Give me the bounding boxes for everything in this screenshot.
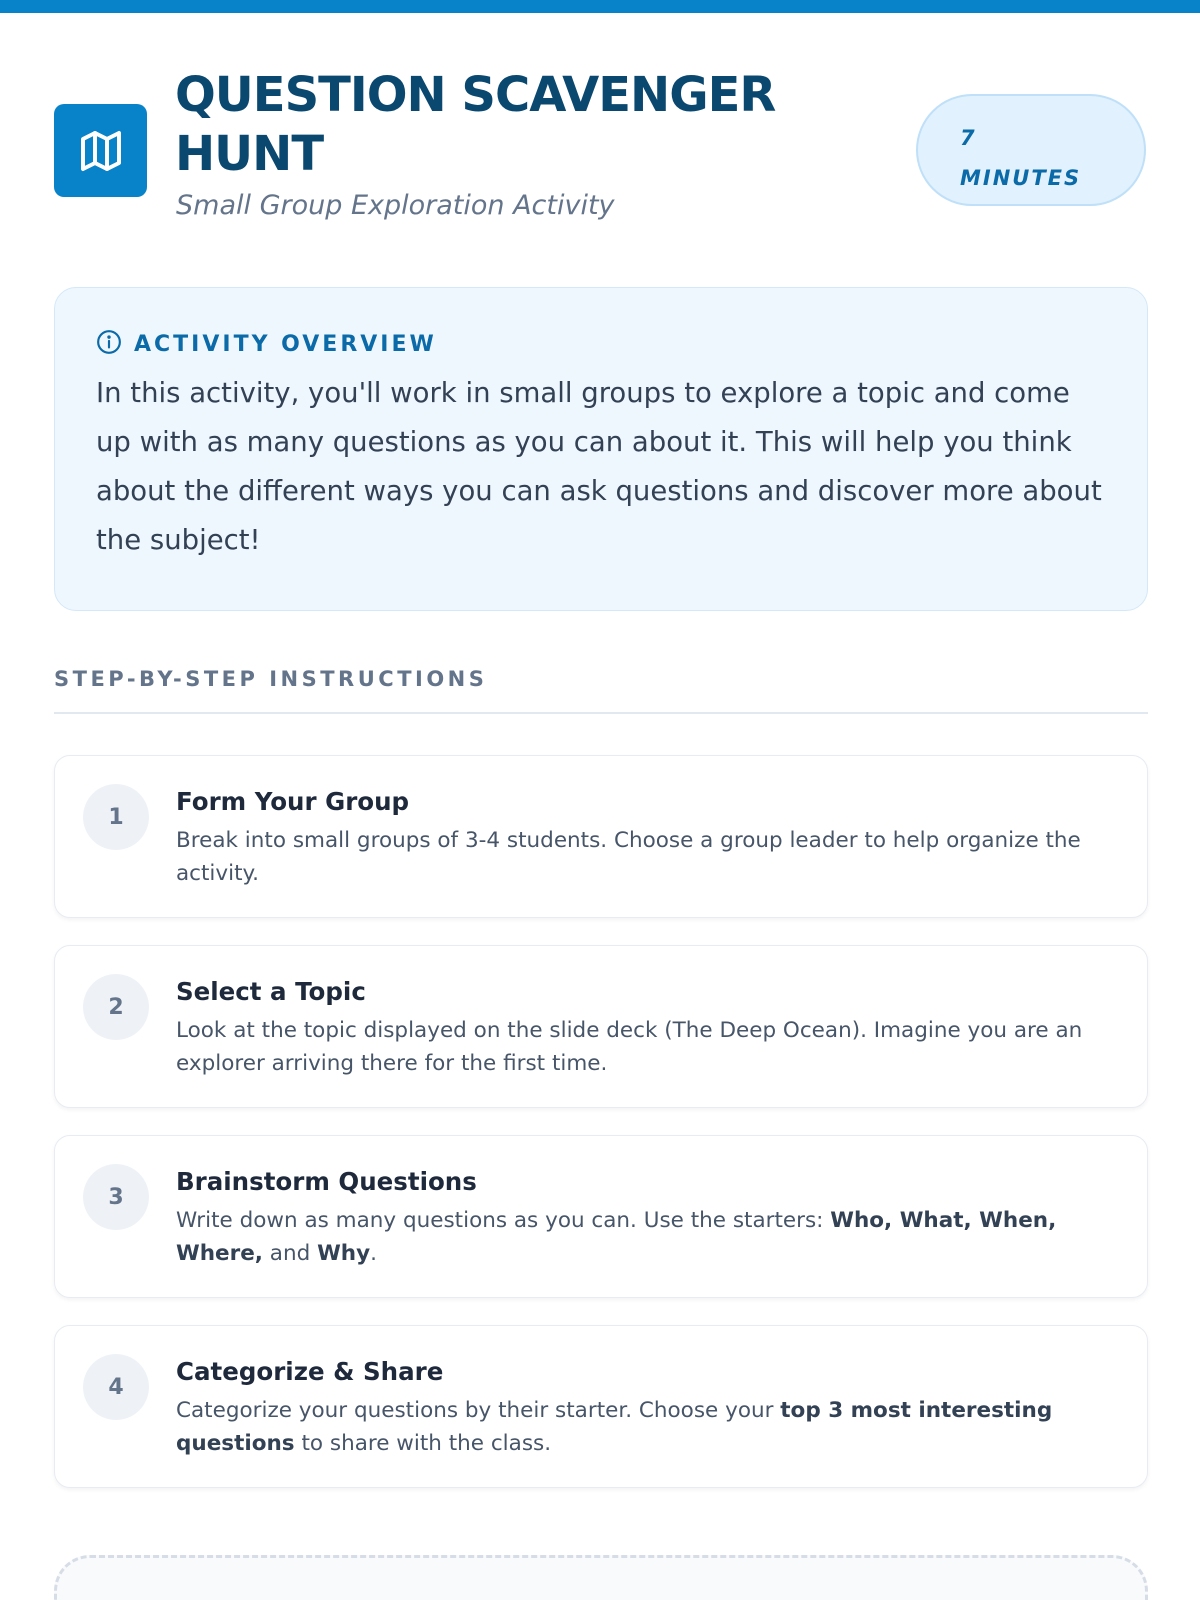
- step-description-text: .: [370, 1241, 377, 1266]
- step-description-text: and: [262, 1241, 318, 1266]
- step-card: [54, 1325, 1148, 1488]
- page-title: QUESTION SCAVENGER HUNT: [175, 67, 776, 182]
- step-description: [176, 1394, 1126, 1460]
- step-description: Break into small groups of 3-4 students. Choose a group leader to help organize the activity.: [176, 828, 1081, 886]
- activity-overview-card: [54, 287, 1148, 611]
- top-accent-bar: [0, 0, 1200, 13]
- step-card: [54, 945, 1148, 1108]
- duration-badge: [916, 94, 1146, 206]
- step-description-text: to share with the class.: [294, 1431, 552, 1456]
- overview-label: ACTIVITY OVERVIEW: [134, 331, 437, 357]
- step-description: [176, 1204, 1126, 1270]
- duration-value: 7: [960, 126, 977, 150]
- step-description-emphasis: top 3 most interesting questions: [176, 1398, 1053, 1456]
- step-description: Look at the topic displayed on the slide deck (The Deep Ocean). Imagine you are an explorer arriving there for the first time.: [176, 1018, 1083, 1076]
- step-number: 4: [83, 1354, 149, 1420]
- instructions-heading: STEP-BY-STEP INSTRUCTIONS: [54, 667, 488, 691]
- step-title: Brainstorm Questions: [176, 1167, 477, 1196]
- step-number: 1: [83, 784, 149, 850]
- map-icon: [54, 104, 147, 197]
- step-description-emphasis: Who, What, When, Where,: [176, 1208, 1057, 1266]
- info-icon: [96, 329, 122, 359]
- step-description-text: Categorize your questions by their starter. Choose your: [176, 1398, 781, 1423]
- section-divider: [54, 712, 1148, 714]
- notes-dropzone-card: [54, 1555, 1148, 1600]
- step-card: [54, 755, 1148, 918]
- overview-heading: [96, 328, 1107, 360]
- step-description-emphasis: Why: [317, 1241, 371, 1266]
- page-subtitle: Small Group Exploration Activity: [176, 190, 615, 221]
- overview-text: In this activity, you'll work in small groups to explore a topic and come up with as many questions as you can about it. This will help you think about the different ways you can ask questions and discover more about the subject!: [96, 377, 1102, 556]
- step-title: Select a Topic: [176, 977, 366, 1006]
- step-card: [54, 1135, 1148, 1298]
- step-description-text: Write down as many questions as you can. Use the starters:: [176, 1208, 831, 1233]
- duration-unit: MINUTES: [960, 166, 1082, 190]
- step-title: Categorize & Share: [176, 1357, 444, 1386]
- step-number: 2: [83, 974, 149, 1040]
- step-number: 3: [83, 1164, 149, 1230]
- step-title: Form Your Group: [176, 787, 410, 816]
- activity-header: [54, 66, 1148, 236]
